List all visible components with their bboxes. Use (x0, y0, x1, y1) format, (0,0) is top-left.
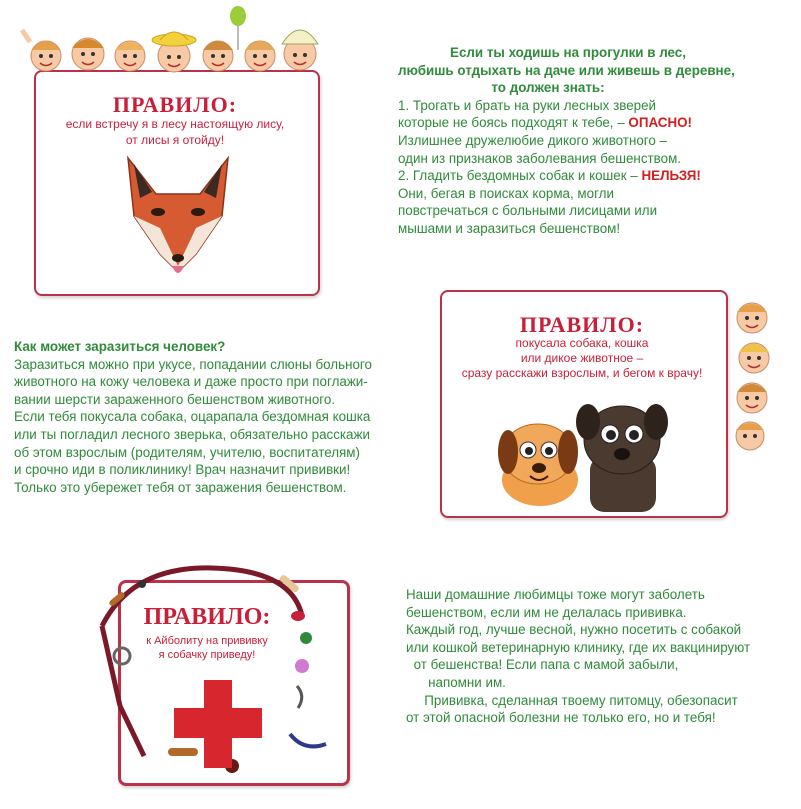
forbidden-label: НЕЛЬЗЯ! (641, 168, 701, 184)
rule3-text: к Айболиту на прививку я собачку приведу! (146, 635, 268, 661)
balloon-icon (230, 6, 246, 50)
kids-group-top (2, 2, 332, 82)
human-line: Только это убережет тебя от заражения бешенством. (14, 479, 347, 495)
human-line: и срочно иди в поликлинику! Врач назначит прививки! (14, 462, 351, 478)
rule1-text: если встречу я в лесу настоящую лису, от лисы я отойду! (65, 117, 285, 147)
forest-info (398, 44, 738, 238)
forest-heading-3: то должен знать: (491, 80, 605, 96)
leash-icon (92, 556, 352, 806)
human-line: или ты погладил лесного зверька, обязательно расскажи (14, 426, 370, 442)
pets-line: Наши домашние любимцы тоже могут заболеть (406, 587, 705, 602)
human-line: Заразиться можно при укусе, попадании слюны больного (14, 356, 372, 372)
forest-line-7: повстречаться с больными лисицами или (398, 203, 658, 219)
pets-line: от бешенства! Если папа с мамой забыли, (413, 657, 679, 673)
kids-group-right (722, 296, 792, 456)
fox-icon (118, 154, 238, 282)
human-line: Если тебя покусала собака, оцарапала бездомная кошка (14, 409, 371, 425)
pets-line: бешенством, если им не делалась прививка. (406, 604, 687, 620)
forest-heading-1: Если ты ходишь на прогулки в лес, (450, 45, 686, 60)
puppy-icon (498, 424, 578, 506)
rule2-title: ПРАВИЛО: (519, 312, 645, 337)
kid-icon (722, 296, 792, 456)
forest-line-6: Они, бегая в поисках корма, могли (398, 185, 614, 201)
forest-heading-2: любишь отдыхать на даче или живешь в деревне, (398, 62, 735, 78)
vet-decor (92, 556, 352, 806)
pets-line: от этой опасной болезни не только его, но и тебя! (406, 710, 716, 726)
human-line: животного на кожу человека и даже просто при поглажи- (14, 374, 368, 390)
pets-line: напомни им. (428, 674, 506, 690)
danger-label: ОПАСНО! (628, 115, 693, 131)
pets-line: Каждый год, лучше весной, нужно посетить с собакой (406, 622, 742, 638)
pets-info (406, 586, 756, 727)
forest-line-5: 2. Гладить бездомных собак и кошек – НЕЛЬЗЯ! (398, 168, 701, 184)
kid-icon (2, 2, 332, 82)
human-line: об этом взрослым (родителям, учителю, воспитателям) (14, 444, 360, 460)
forest-line-8: мышами и заразиться бешенством! (398, 220, 621, 236)
pets-line: или кошкой ветеринарную клинику, где их вакцинируют (406, 639, 751, 655)
forest-line-2: которые не боясь подходят к тебе, – ОПАСНО! (398, 115, 693, 131)
dogs-image (494, 400, 684, 516)
forest-line-3: Излишнее дружелюбие дикого животного – (398, 132, 667, 148)
rule3-title: ПРАВИЛО: (143, 604, 271, 630)
rule1-title: ПРАВИЛО: (112, 92, 238, 117)
human-info (14, 338, 372, 496)
dog-icon (494, 400, 684, 516)
human-line: вании шерсти зараженного бешенством животного. (14, 391, 336, 407)
forest-line-4: один из признаков заболевания бешенством. (398, 150, 681, 166)
rule2-text: покусала собака, кошка или дикое животное – сразу расскажи взрослым, и бегом к врачу! (461, 336, 703, 380)
fox-image (118, 154, 238, 282)
human-heading: Как может заразиться человек? (14, 339, 226, 354)
forest-line-1: 1. Трогать и брать на руки лесных зверей (398, 97, 657, 113)
pets-line: Прививка, сделанная твоему питомцу, обезопасит (424, 692, 738, 708)
